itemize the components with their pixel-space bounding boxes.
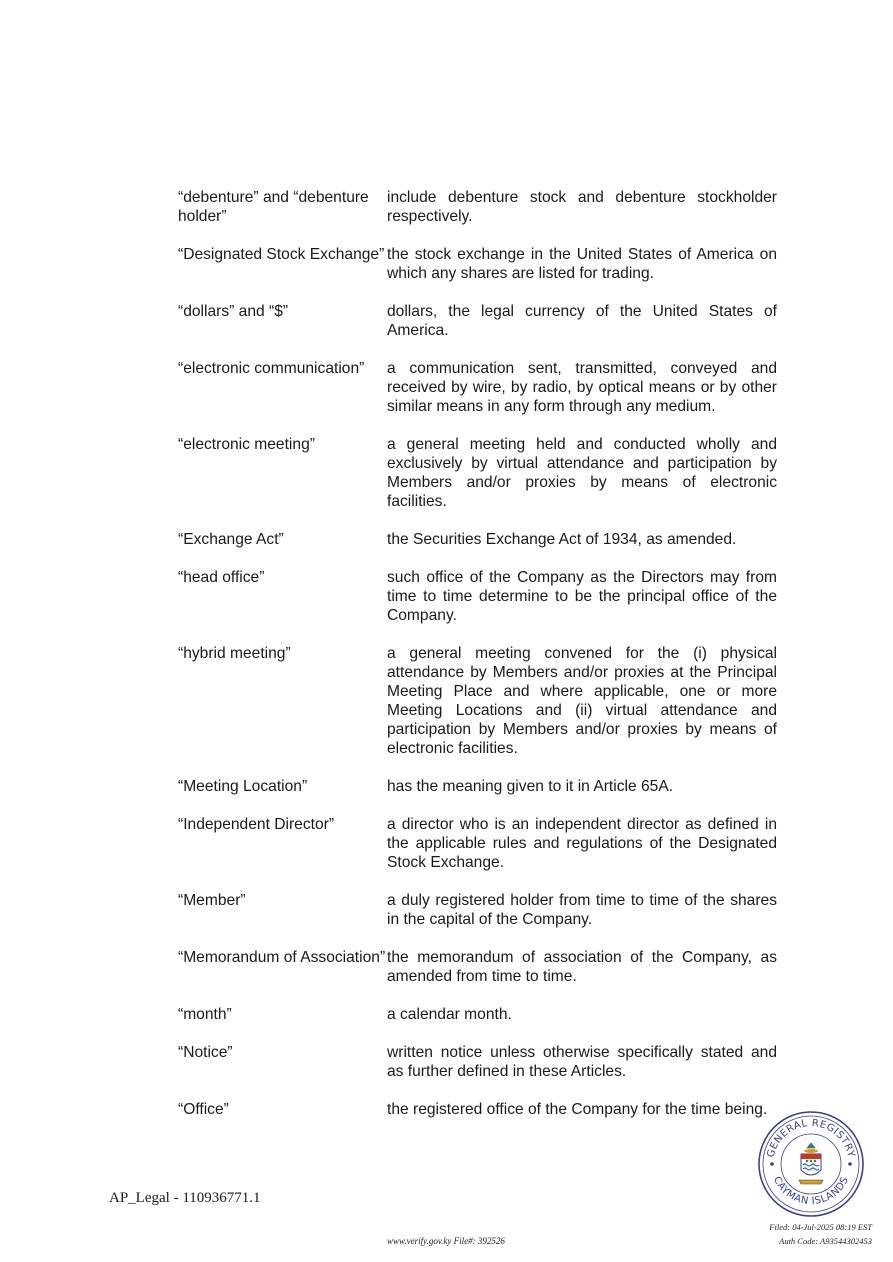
definition-term: “Memorandum of Association” xyxy=(178,949,386,966)
definition-term: “Office” xyxy=(178,1101,229,1118)
svg-text:GENERAL REGISTRY: GENERAL REGISTRY xyxy=(765,1117,857,1159)
definition-meaning: a director who is an independent director as defined in the applicable rules and regulations of the Designated Stock Exchange. xyxy=(387,816,777,871)
definition-meaning: written notice unless otherwise specifically stated and as further defined in these Articles. xyxy=(387,1044,777,1080)
definition-row xyxy=(178,245,778,283)
definition-row xyxy=(178,1005,778,1024)
definition-row xyxy=(178,644,778,758)
definition-meaning: a calendar month. xyxy=(387,1006,512,1023)
definition-term: “electronic meeting” xyxy=(178,436,315,453)
definition-row xyxy=(178,530,778,549)
definition-row xyxy=(178,1043,778,1081)
definition-meaning: has the meaning given to it in Article 65A. xyxy=(387,778,674,795)
definition-row xyxy=(178,188,778,226)
definition-meaning: the registered office of the Company for the time being. xyxy=(387,1101,768,1118)
definition-meaning: dollars, the legal currency of the United States of America. xyxy=(387,303,777,339)
definition-row xyxy=(178,568,778,625)
definition-row xyxy=(178,435,778,511)
definitions-list xyxy=(178,188,778,1138)
definition-term: “Exchange Act” xyxy=(178,531,284,548)
definition-meaning: the stock exchange in the United States of America on which any shares are listed for trading. xyxy=(387,246,777,282)
definition-meaning: a general meeting convened for the (i) physical attendance by Members and/or proxies at the Principal Meeting Place and where applicable, one or more Meeting Locations and (ii) virtual attendance and participation by Members and/or proxies by means of electronic facilities. xyxy=(387,645,777,757)
definition-row xyxy=(178,777,778,796)
definition-meaning: a communication sent, transmitted, conveyed and received by wire, by radio, by optical means or by other similar means in any form through any medium. xyxy=(387,360,777,415)
definition-term: “hybrid meeting” xyxy=(178,645,291,662)
definition-term: “Meeting Location” xyxy=(178,778,308,795)
verify-link-text: www.verify.gov.ky File#: 392526 xyxy=(387,1236,505,1246)
definition-term: “electronic communication” xyxy=(178,360,365,377)
definition-term: “month” xyxy=(178,1006,232,1023)
definition-term: “Notice” xyxy=(178,1044,233,1061)
definition-row xyxy=(178,815,778,872)
definition-term: “Member” xyxy=(178,892,246,909)
definition-meaning: a general meeting held and conducted wholly and exclusively by virtual attendance and participation by Members and/or proxies by means of electronic facilities. xyxy=(387,436,777,510)
definition-row xyxy=(178,359,778,416)
definition-term: “debenture” and “debenture holder” xyxy=(178,189,369,225)
svg-text:CAYMAN ISLANDS: CAYMAN ISLANDS xyxy=(770,1174,852,1208)
definition-row xyxy=(178,1100,778,1119)
definition-row xyxy=(178,302,778,340)
definition-term: “head office” xyxy=(178,569,265,586)
definition-term: “dollars” and “$” xyxy=(178,303,289,320)
definition-term: “Designated Stock Exchange” xyxy=(178,246,385,263)
definition-meaning: a duly registered holder from time to time of the shares in the capital of the Company. xyxy=(387,892,777,928)
definition-meaning: such office of the Company as the Directors may from time to time determine to be the principal office of the Company. xyxy=(387,569,777,624)
definition-term: “Independent Director” xyxy=(178,816,335,833)
definition-meaning: the Securities Exchange Act of 1934, as amended. xyxy=(387,531,737,548)
filed-date: Filed: 04-Jul-2025 08:19 EST xyxy=(769,1222,872,1232)
definition-row xyxy=(178,948,778,986)
filed-stamp xyxy=(752,1220,872,1248)
definition-meaning: the memorandum of association of the Company, as amended from time to time. xyxy=(387,949,777,985)
definition-meaning: include debenture stock and debenture stockholder respectively. xyxy=(387,189,777,225)
registry-seal-icon xyxy=(757,1110,865,1218)
auth-code: Auth Code: A93544302453 xyxy=(779,1236,872,1246)
definition-row xyxy=(178,891,778,929)
document-reference: AP_Legal - 110936771.1 xyxy=(109,1190,261,1206)
